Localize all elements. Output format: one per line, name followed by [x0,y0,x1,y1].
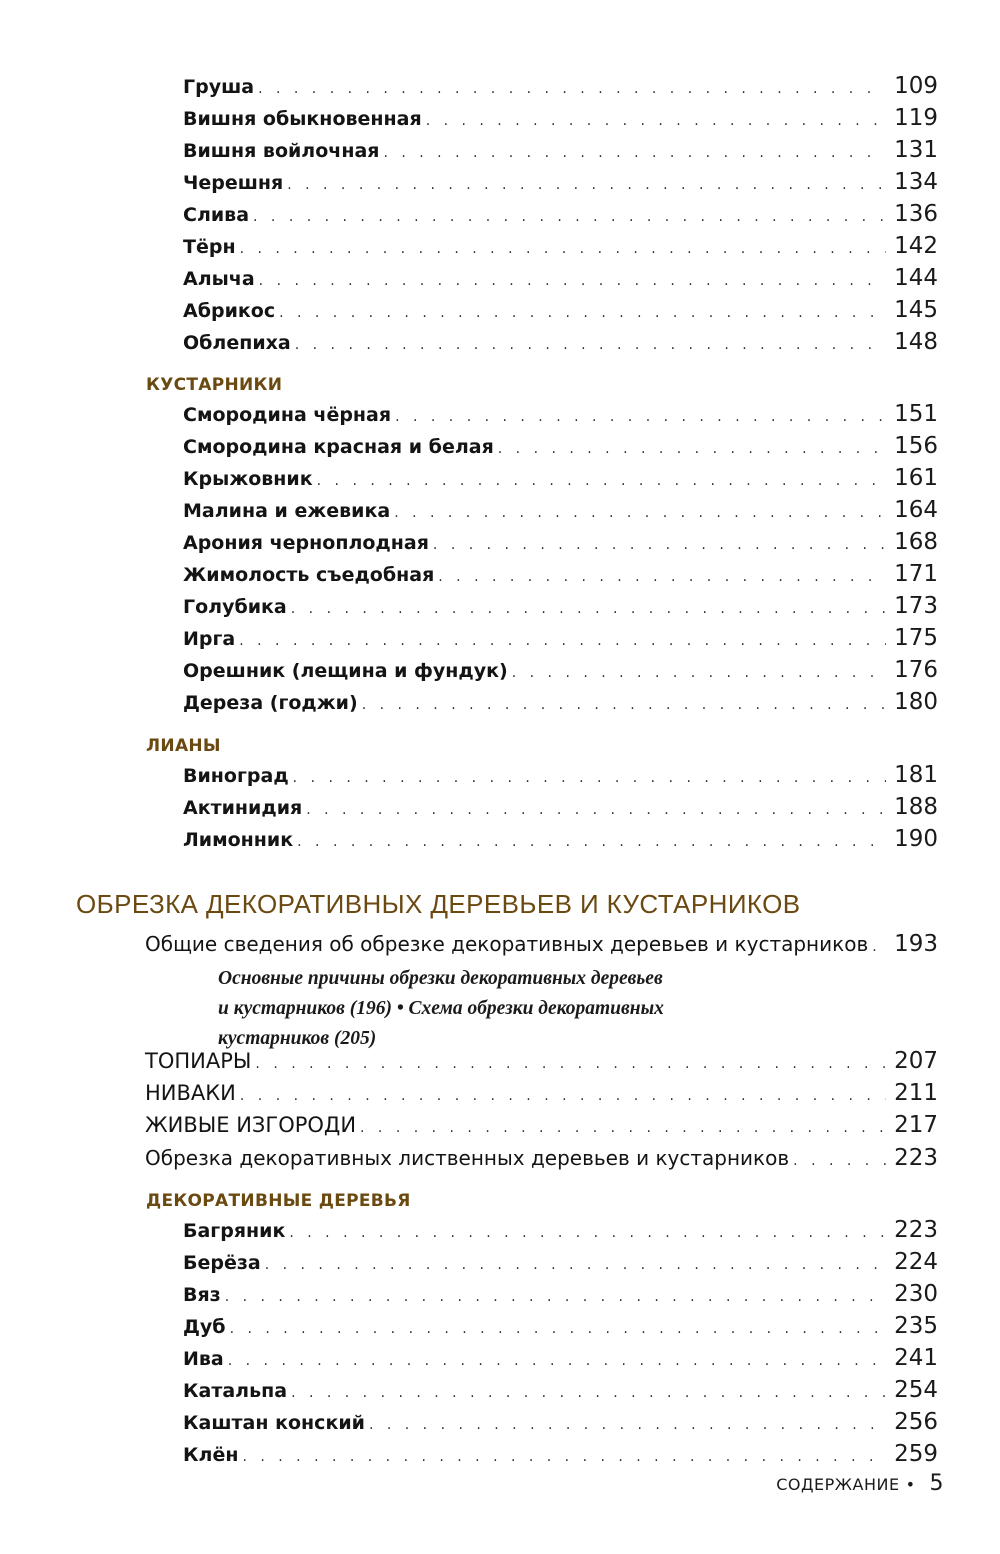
subtopics-italic [218,964,778,1054]
toc-entry-title: Груша [183,76,255,98]
toc-entry[interactable] [183,561,938,587]
toc-entry[interactable] [183,529,938,555]
page-number: 5 [929,1471,944,1496]
leader-dots [395,409,886,425]
toc-entry-page: 175 [894,625,938,651]
toc-entry[interactable] [183,1249,938,1275]
subtopics-line: Основные причины обрезки декоративных деревьев [218,968,663,989]
toc-entry-page: 161 [894,465,938,491]
toc-entry-page: 168 [894,529,938,555]
toc-entry[interactable] [183,1377,938,1403]
section-heading-vines: ЛИАНЫ [146,736,221,756]
toc-entry-title: Обрезка декоративных лиственных деревьев и кустарников [145,1146,790,1170]
leader-dots [426,113,886,129]
leader-dots [306,802,886,818]
toc-entry[interactable] [183,105,938,131]
leader-dots [291,601,886,617]
toc-entry-page: 109 [894,73,938,99]
toc-entry-page: 131 [894,137,938,163]
leader-dots [265,1257,886,1273]
toc-entry-page: 142 [894,233,938,259]
toc-entry-title: Жимолость съедобная [183,564,435,586]
toc-entry[interactable] [183,1217,938,1243]
page-footer [776,1471,944,1496]
leader-dots [295,337,886,353]
toc-entry-page: 193 [894,931,938,957]
toc-entry-title: Лимонник [183,829,294,851]
toc-entry-title: Абрикос [183,300,276,322]
toc-entry-page: 145 [894,297,938,323]
toc-entry-page: 180 [894,689,938,715]
toc-entry-page: 207 [894,1048,938,1074]
leader-dots [872,939,886,955]
toc-entry[interactable] [183,625,938,651]
toc-entry[interactable] [183,201,938,227]
toc-entry-page: 256 [894,1409,938,1435]
toc-entry-page: 136 [894,201,938,227]
toc-entry-title: Вяз [183,1284,221,1306]
leader-dots [293,770,886,786]
leader-dots [239,633,886,649]
leader-dots [253,209,886,225]
leader-dots [793,1153,886,1169]
toc-entry-page: 156 [894,433,938,459]
toc-entry-title: Алыча [183,268,255,290]
toc-entry[interactable] [183,1281,938,1307]
toc-entry-title: Вишня войлочная [183,140,380,162]
toc-entry-page: 223 [894,1145,938,1171]
toc-entry[interactable] [183,137,938,163]
toc-entry-page: 211 [894,1080,938,1106]
toc-entry[interactable] [183,265,938,291]
footer-label: СОДЕРЖАНИЕ [776,1475,900,1494]
leader-dots [360,1120,886,1136]
toc-entry[interactable] [183,1409,938,1435]
leader-dots [394,505,886,521]
toc-entry[interactable] [183,794,938,820]
toc-entry[interactable] [145,1145,938,1171]
toc-entry[interactable] [183,762,938,788]
toc-entry-title: Черешня [183,172,284,194]
leader-dots [255,1056,886,1072]
toc-entry-page: 144 [894,265,938,291]
toc-entry-title: Облепиха [183,332,291,354]
toc-entry-title: Катальпа [183,1380,288,1402]
toc-entry-page: 176 [894,657,938,683]
toc-entry-title: Клён [183,1444,239,1466]
toc-entry[interactable] [145,1080,938,1106]
toc-entry-page: 119 [894,105,938,131]
toc-entry-page: 259 [894,1441,938,1467]
leader-dots [240,241,887,257]
toc-entry-page: 223 [894,1217,938,1243]
leader-dots [258,81,886,97]
toc-entry-page: 241 [894,1345,938,1371]
toc-entry-title: Виноград [183,765,289,787]
toc-entry[interactable] [183,297,938,323]
leader-dots [498,441,886,457]
toc-entry[interactable] [183,657,938,683]
toc-entry-title: Вишня обыкновенная [183,108,422,130]
leader-dots [289,1225,886,1241]
leader-dots [433,537,886,553]
leader-dots [259,273,886,289]
toc-entry[interactable] [183,169,938,195]
toc-entry-title: Тёрн [183,236,236,258]
toc-entry-title: Багряник [183,1220,286,1242]
toc-entry-title: Смородина чёрная [183,404,392,426]
toc-entry-title: Берёза [183,1252,261,1274]
toc-entry-title: Смородина красная и белая [183,436,494,458]
toc-entry[interactable] [145,1112,938,1138]
footer-bullet: • [905,1475,916,1494]
toc-entry-title: Ива [183,1348,224,1370]
leader-dots [291,1385,886,1401]
toc-entry-title: Ирга [183,628,236,650]
toc-entry-page: 230 [894,1281,938,1307]
toc-entry-title: Дереза (годжи) [183,692,358,714]
toc-entry-title: Актинидия [183,797,303,819]
toc-entry[interactable] [183,497,938,523]
leader-dots [228,1353,886,1369]
section-heading-shrubs: КУСТАРНИКИ [146,375,283,395]
toc-entry-title: Слива [183,204,250,226]
toc-entry[interactable] [183,465,938,491]
toc-entry-page: 134 [894,169,938,195]
toc-entry[interactable] [183,593,938,619]
toc-entry[interactable] [183,233,938,259]
toc-entry-title: Голубика [183,596,287,618]
toc-entry[interactable] [183,1441,938,1467]
toc-entry-page: 173 [894,593,938,619]
toc-entry-title: Каштан конский [183,1412,365,1434]
leader-dots [279,305,886,321]
toc-entry-page: 188 [894,794,938,820]
toc-entry-page: 190 [894,826,938,852]
toc-entry[interactable] [183,401,938,427]
toc-entry-page: 164 [894,497,938,523]
toc-entry-title: Малина и ежевика [183,500,391,522]
leader-dots [438,569,886,585]
subtopics-line: кустарников (205) [218,1028,377,1049]
toc-entry[interactable] [183,329,938,355]
toc-entry-page: 181 [894,762,938,788]
toc-entry-page: 235 [894,1313,938,1339]
toc-entry[interactable] [183,73,938,99]
toc-entry[interactable] [183,433,938,459]
toc-entry-title: Арония черноплодная [183,532,429,554]
leader-dots [240,1088,886,1104]
leader-dots [369,1417,886,1433]
toc-entry[interactable] [183,689,938,715]
toc-entry-title: Крыжовник [183,468,313,490]
leader-dots [287,177,886,193]
toc-entry[interactable] [183,826,938,852]
leader-dots [297,834,886,850]
toc-entry[interactable] [145,1048,938,1074]
chapter-heading: ОБРЕЗКА ДЕКОРАТИВНЫХ ДЕРЕВЬЕВ И КУСТАРНИКОВ [76,889,801,919]
toc-entry-title: Орешник (лещина и фундук) [183,660,508,682]
toc-entry-page: 151 [894,401,938,427]
toc-entry-page: 217 [894,1112,938,1138]
toc-entry-title: НИВАКИ [145,1081,236,1105]
toc-entry-title: Общие сведения об обрезке декоративных деревьев и кустарников [145,932,869,956]
toc-entry-page: 254 [894,1377,938,1403]
toc-entry[interactable] [183,1345,938,1371]
toc-entry-title: ЖИВЫЕ ИЗГОРОДИ [145,1113,357,1137]
leader-dots [225,1289,886,1305]
leader-dots [317,473,886,489]
leader-dots [242,1449,886,1465]
toc-entry-page: 224 [894,1249,938,1275]
leader-dots [383,145,886,161]
leader-dots [512,665,886,681]
leader-dots [230,1321,887,1337]
section-heading-decorative-trees: ДЕКОРАТИВНЫЕ ДЕРЕВЬЯ [146,1191,411,1211]
toc-entry-page: 148 [894,329,938,355]
toc-entry[interactable] [183,1313,938,1339]
toc-entry-title: ТОПИАРЫ [145,1049,252,1073]
toc-entry[interactable] [145,931,938,957]
toc-entry-page: 171 [894,561,938,587]
toc-entry-title: Дуб [183,1316,226,1338]
subtopics-line: и кустарников (196) • Схема обрезки декоративных [218,998,664,1019]
leader-dots [362,697,886,713]
